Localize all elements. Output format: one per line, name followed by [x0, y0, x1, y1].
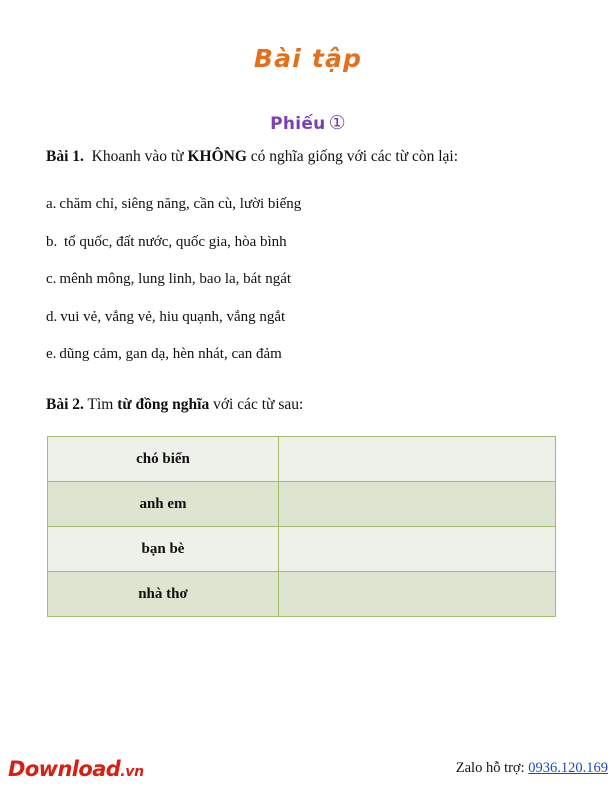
choice-marker: a. [46, 196, 57, 212]
list-item [46, 234, 566, 251]
choice-marker: c. [46, 271, 57, 287]
table-row [48, 572, 556, 617]
table-row [48, 482, 556, 527]
support-contact [456, 760, 608, 777]
logo-tld: .vn [120, 764, 144, 780]
exercise-2-prompt-emphasis: từ đồng nghĩa [117, 396, 210, 413]
sheet-label-text: Phiếu [270, 114, 326, 134]
page-title: Bài tập [253, 44, 363, 73]
sheet-number-circled: ① [328, 112, 346, 134]
exercise-1-choice-list [46, 196, 566, 384]
exercise-2-heading [46, 396, 303, 414]
support-label: Zalo hỗ trợ: [455, 760, 525, 776]
sheet-label [0, 112, 616, 134]
exercise-1-prompt-before: Khoanh vào từ [91, 148, 188, 165]
list-item [46, 309, 566, 326]
answer-cell[interactable] [279, 482, 556, 527]
support-phone-link[interactable]: 0936.120.169 [528, 760, 608, 776]
answer-cell[interactable] [279, 437, 556, 482]
table-row [48, 527, 556, 572]
exercise-2-prompt-before: Tìm [83, 396, 118, 413]
list-item [46, 346, 566, 363]
choice-marker: b. [46, 233, 58, 250]
choice-text: vui vẻ, vắng vẻ, hiu quạnh, vắng ngắt [60, 308, 286, 325]
exercise-2-prompt-after: với các từ sau: [209, 396, 304, 413]
list-item [46, 271, 566, 288]
answer-cell[interactable] [279, 527, 556, 572]
term-cell: anh em [48, 482, 279, 527]
answer-cell[interactable] [279, 572, 556, 617]
exercise-1-heading [46, 148, 458, 166]
choice-text: tổ quốc, đất nước, quốc gia, hòa bình [60, 233, 287, 250]
choice-text: mênh mông, lung linh, bao la, bát ngát [59, 271, 292, 287]
exercise-1-prompt-emphasis: KHÔNG [187, 148, 247, 165]
choice-marker: d. [46, 308, 58, 325]
term-cell: bạn bè [48, 527, 279, 572]
logo-name: Download [8, 757, 121, 781]
exercise-1-number: Bài 1. [46, 148, 84, 165]
synonym-answer-table [47, 436, 556, 617]
exercise-1-prompt-after: có nghĩa giống với các từ còn lại: [246, 148, 459, 165]
choice-text: chăm chỉ, siêng năng, cần cù, lười biếng [59, 196, 302, 212]
choice-marker: e. [46, 346, 57, 362]
choice-text: dũng cảm, gan dạ, hèn nhát, can đảm [59, 346, 282, 362]
list-item [46, 196, 566, 213]
download-vn-logo[interactable] [8, 757, 144, 781]
term-cell: nhà thơ [48, 572, 279, 617]
exercise-2-number: Bài 2. [46, 396, 84, 413]
term-cell: chó biển [48, 437, 279, 482]
table-row [48, 437, 556, 482]
